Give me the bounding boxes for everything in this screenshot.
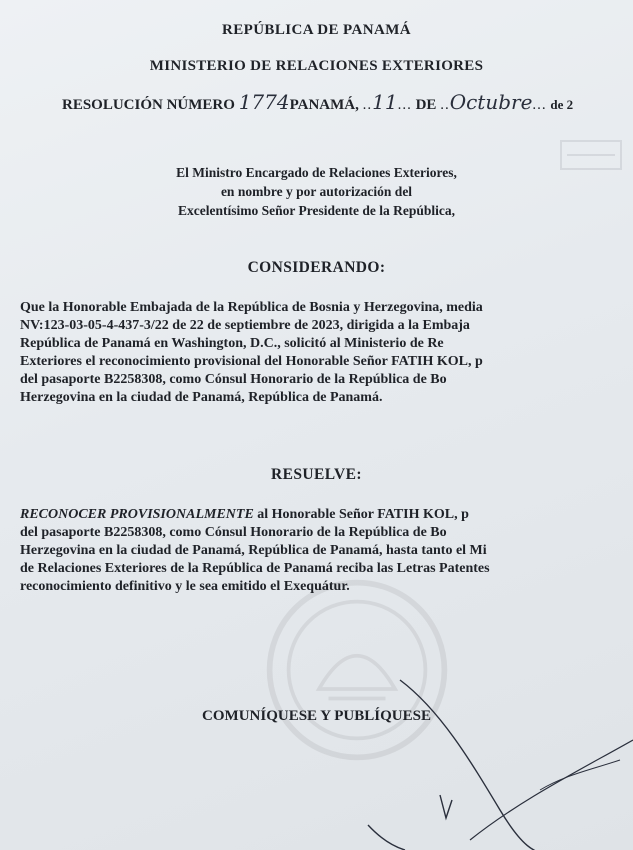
paragraph-line: Herzegovina en la ciudad de Panamá, República de Panamá.: [20, 390, 383, 405]
paragraph-line: República de Panamá en Washington, D.C., solicitó al Ministerio de Re: [20, 336, 444, 351]
ministry-title: MINISTERIO DE RELACIONES EXTERIORES: [149, 58, 484, 74]
paragraph-line: del pasaporte B2258308, como Cónsul Honorario de la República de Bo: [20, 525, 447, 540]
resolution-lead-rest: al Honorable Señor FATIH KOL, p: [253, 507, 469, 522]
paragraph-line: reconocimiento definitivo y le sea emitido el Exequátur.: [20, 579, 350, 594]
resuelve-heading: RESUELVE:: [271, 466, 362, 483]
resolution-number: 1774: [238, 90, 290, 114]
city-label: PANAMÁ,: [289, 97, 359, 113]
paragraph-line: NV:123-03-05-4-437-3/22 de 22 de septiembre de 2023, dirigida a la Embaja: [20, 318, 470, 333]
resolution-label: RESOLUCIÓN NÚMERO: [62, 97, 235, 113]
resolution-month: Octubre: [449, 90, 533, 114]
paragraph-line: del pasaporte B2258308, como Cónsul Honorario de la República de Bo: [20, 372, 447, 387]
paragraph-line: Herzegovina en la ciudad de Panamá, República de Panamá, hasta tanto el Mi: [20, 543, 487, 558]
resolution-line: RESOLUCIÓN NÚMERO 1774PANAMÁ, ..11... DE ..Octubre... de 2: [62, 90, 574, 114]
de-label: DE: [415, 97, 437, 113]
paragraph-line: Exteriores el reconocimiento provisional del Honorable Señor FATIH KOL, p: [20, 354, 483, 369]
paragraph-line: de Relaciones Exteriores de la República de Panamá reciba las Letras Patentes: [20, 561, 490, 576]
closing-formula: COMUNÍQUESE Y PUBLÍQUESE: [202, 708, 431, 724]
intro-line: en nombre y por autorización del: [220, 184, 413, 199]
republic-title: REPÚBLICA DE PANAMÁ: [222, 22, 411, 38]
intro-line: El Ministro Encargado de Relaciones Exteriores,: [176, 165, 457, 180]
resolution-lead: RECONOCER PROVISIONALMENTE: [20, 507, 254, 522]
considerando-heading: CONSIDERANDO:: [247, 259, 386, 276]
paragraph-line: Que la Honorable Embajada de la República de Bosnia y Herzegovina, media: [20, 300, 483, 315]
resolution-year: de 2: [550, 97, 574, 112]
resolution-day: 11: [372, 90, 398, 114]
intro-line: Excelentísimo Señor Presidente de la República,: [178, 203, 455, 218]
